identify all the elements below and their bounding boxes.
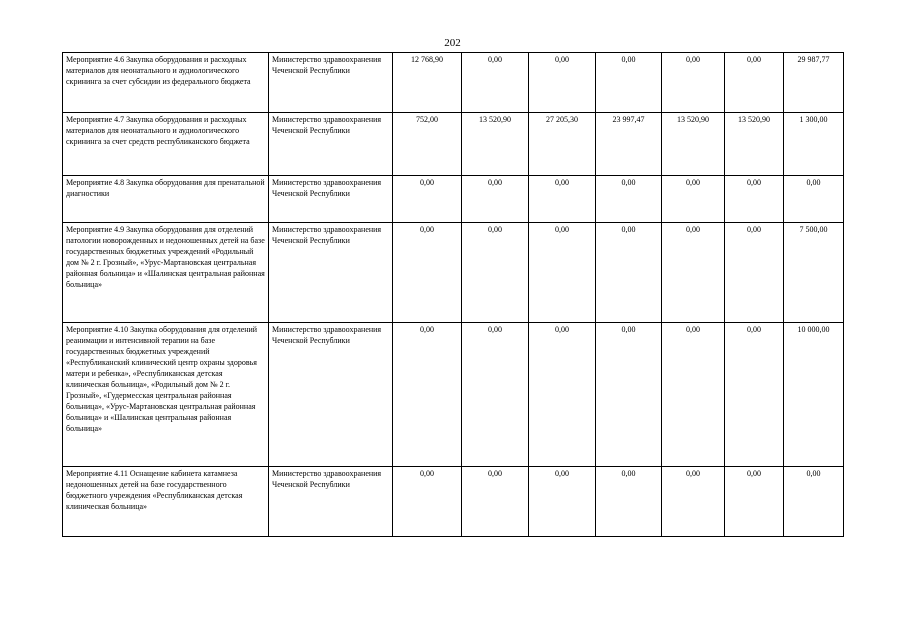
table-row bbox=[63, 223, 844, 323]
value-cell: 0,00 bbox=[462, 53, 529, 113]
value-cell: 0,00 bbox=[596, 53, 662, 113]
value-cell: 0,00 bbox=[725, 176, 784, 223]
value-cell: 0,00 bbox=[529, 323, 596, 467]
value-cell: 0,00 bbox=[596, 223, 662, 323]
value-cell: 0,00 bbox=[462, 176, 529, 223]
value-cell: 0,00 bbox=[662, 176, 725, 223]
executor-cell: Министерство здравоохранения Чеченской Республики bbox=[269, 113, 393, 176]
value-cell: 0,00 bbox=[393, 223, 462, 323]
measure-cell: Мероприятие 4.8 Закупка оборудования для пренатальной диагностики bbox=[63, 176, 269, 223]
value-cell: 27 205,30 bbox=[529, 113, 596, 176]
value-cell: 1 300,00 bbox=[784, 113, 844, 176]
value-cell: 13 520,90 bbox=[725, 113, 784, 176]
measure-cell: Мероприятие 4.7 Закупка оборудования и расходных материалов для неонатального и аудиологического скрининга за счет средств республиканского бюджета bbox=[63, 113, 269, 176]
value-cell: 0,00 bbox=[596, 467, 662, 537]
value-cell: 0,00 bbox=[596, 323, 662, 467]
value-cell: 0,00 bbox=[462, 323, 529, 467]
table-row bbox=[63, 467, 844, 537]
measure-cell: Мероприятие 4.11 Оснащение кабинета катамнеза недоношенных детей на базе государственного бюджетного учреждения «Республиканская детская клиническая больница» bbox=[63, 467, 269, 537]
value-cell: 0,00 bbox=[725, 53, 784, 113]
table-row bbox=[63, 53, 844, 113]
value-cell: 752,00 bbox=[393, 113, 462, 176]
value-cell: 0,00 bbox=[662, 467, 725, 537]
executor-cell: Министерство здравоохранения Чеченской Республики bbox=[269, 223, 393, 323]
value-cell: 12 768,90 bbox=[393, 53, 462, 113]
value-cell: 0,00 bbox=[725, 467, 784, 537]
value-cell: 13 520,90 bbox=[662, 113, 725, 176]
value-cell: 0,00 bbox=[462, 223, 529, 323]
value-cell: 0,00 bbox=[784, 467, 844, 537]
value-cell: 7 500,00 bbox=[784, 223, 844, 323]
value-cell: 0,00 bbox=[529, 467, 596, 537]
value-cell: 29 987,77 bbox=[784, 53, 844, 113]
table-row bbox=[63, 176, 844, 223]
value-cell: 0,00 bbox=[725, 323, 784, 467]
value-cell: 0,00 bbox=[596, 176, 662, 223]
budget-table bbox=[62, 52, 844, 537]
table-row bbox=[63, 113, 844, 176]
executor-cell: Министерство здравоохранения Чеченской Республики bbox=[269, 467, 393, 537]
value-cell: 0,00 bbox=[662, 223, 725, 323]
measure-cell: Мероприятие 4.6 Закупка оборудования и расходных материалов для неонатального и аудиологического скрининга за счет субсидии из федерального бюджета bbox=[63, 53, 269, 113]
value-cell: 0,00 bbox=[529, 53, 596, 113]
measure-cell: Мероприятие 4.10 Закупка оборудования для отделений реанимации и интенсивной терапии на базе государственных бюджетных учреждений «Республиканский клинический центр охраны здоровья матери и ребенка», «Республиканская детская клиническая больница», «Родильный дом № 2 г. Грозный», «Гудермесская центральная районная больница», «Урус-Мартановская центральная районная больница» и «Шалинская центральная районная больница» bbox=[63, 323, 269, 467]
executor-cell: Министерство здравоохранения Чеченской Республики bbox=[269, 176, 393, 223]
value-cell: 10 000,00 bbox=[784, 323, 844, 467]
value-cell: 0,00 bbox=[393, 323, 462, 467]
value-cell: 0,00 bbox=[393, 176, 462, 223]
value-cell: 23 997,47 bbox=[596, 113, 662, 176]
table-row bbox=[63, 323, 844, 467]
executor-cell: Министерство здравоохранения Чеченской Республики bbox=[269, 53, 393, 113]
value-cell: 0,00 bbox=[393, 467, 462, 537]
value-cell: 0,00 bbox=[725, 223, 784, 323]
value-cell: 0,00 bbox=[662, 323, 725, 467]
value-cell: 0,00 bbox=[784, 176, 844, 223]
value-cell: 0,00 bbox=[529, 223, 596, 323]
value-cell: 0,00 bbox=[529, 176, 596, 223]
page-number: 202 bbox=[444, 37, 461, 49]
value-cell: 0,00 bbox=[462, 467, 529, 537]
executor-cell: Министерство здравоохранения Чеченской Республики bbox=[269, 323, 393, 467]
measure-cell: Мероприятие 4.9 Закупка оборудования для отделений патологии новорожденных и недоношенных детей на базе государственных бюджетных учреждений «Родильный дом № 2 г. Грозный», «Урус-Мартановская центральная районная больница» и «Шалинская центральная районная больница» bbox=[63, 223, 269, 323]
value-cell: 13 520,90 bbox=[462, 113, 529, 176]
value-cell: 0,00 bbox=[662, 53, 725, 113]
